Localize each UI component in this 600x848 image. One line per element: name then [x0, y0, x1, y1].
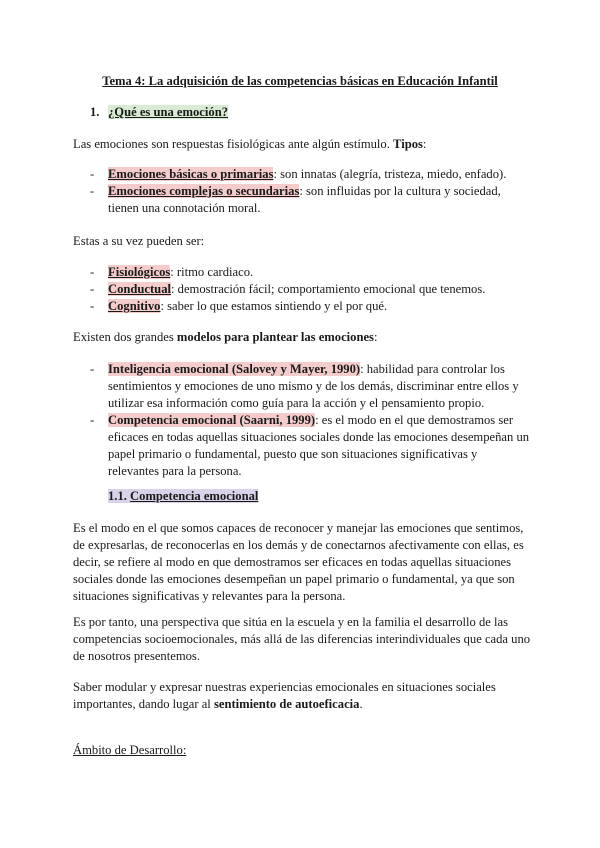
subtypes-intro: Estas a su vez pueden ser: — [73, 234, 205, 248]
list-item-term: Inteligencia emocional (Salovey y Mayer, 1990) — [108, 362, 361, 376]
paragraph-3-bold: sentimiento de autoeficacia — [213, 697, 360, 711]
list-item-text: : son innatas (alegría, tristeza, miedo, enfado). — [273, 167, 507, 181]
list-item-text: : ritmo cardiaco. — [170, 265, 254, 279]
models-intro — [73, 329, 533, 346]
ambito-heading: Ámbito de Desarrollo: — [73, 743, 187, 757]
section-heading-1-1 — [108, 488, 258, 505]
paragraph-2: Es por tanto, una perspectiva que sitúa en la escuela y en la familia el desarrollo de las competencias socioemocionales, más allá de las diferencias interindividuales que cada uno de nosotros presentemos. — [73, 615, 531, 663]
list-item-term: Competencia emocional (Saarni, 1999) — [108, 413, 316, 427]
list-item — [90, 412, 530, 480]
list-item — [90, 183, 530, 217]
list-item — [90, 281, 530, 298]
list-item-text: : es el modo en el que demostramos ser eficaces en todas aquellas situaciones sociales donde las emociones desempeñan un papel primario o fundamental, puesto que son situaciones significativas y relevantes para la persona. — [108, 413, 530, 478]
models-intro-bold: modelos para plantear las emociones — [176, 330, 374, 344]
bullet-dash: - — [90, 184, 95, 198]
intro-after: : — [422, 137, 427, 151]
intro-paragraph — [73, 136, 533, 153]
list-item — [90, 264, 530, 281]
list-item — [90, 166, 530, 183]
models-intro-text: Existen dos grandes — [73, 330, 177, 344]
bullet-dash: - — [90, 362, 95, 376]
bullet-dash: - — [90, 282, 95, 296]
list-item-term: Emociones básicas o primarias — [108, 167, 274, 181]
section-title: Competencia emocional — [130, 489, 259, 503]
list-item-text: : son influidas por la cultura y sociedad, tienen una connotación moral. — [108, 184, 501, 215]
list-item-text: : demostración fácil; comportamiento emocional que tenemos. — [171, 282, 486, 296]
paragraph-3 — [73, 679, 533, 713]
bullet-dash: - — [90, 299, 95, 313]
list-item-term: Emociones complejas o secundarias — [108, 184, 300, 198]
document-title: Tema 4: La adquisición de las competencias básicas en Educación Infantil — [102, 74, 498, 88]
list-item-text: : habilidad para controlar los sentimientos y emociones de uno mismo y de los demás, discriminar entre ellos y utilizar esa información como guía para la acción y el pensamiento propio. — [108, 362, 519, 410]
bullet-dash: - — [90, 413, 95, 427]
models-intro-after: : — [373, 330, 378, 344]
section-heading-1 — [90, 104, 228, 121]
list-item-term: Fisiológicos — [108, 265, 171, 279]
list-item-term: Cognitivo — [108, 299, 161, 313]
list-item — [90, 298, 530, 315]
section-number: 1.1. — [108, 489, 127, 503]
paragraph-1: Es el modo en el que somos capaces de reconocer y manejar las emociones que sentimos, de expresarlas, de reconocerlas en los demás y de conectarnos afectivamente con ellas, es decir, se refiere al modo en que demostramos ser eficaces en todas aquellas situaciones sociales donde las emociones desempeñan un papel primario o fundamental, ya que son situaciones significativas y relevantes para la persona. — [73, 521, 524, 603]
section-number: 1. — [90, 105, 100, 119]
list-item — [90, 361, 530, 412]
section-title: ¿Qué es una emoción? — [108, 105, 228, 119]
bullet-dash: - — [90, 265, 95, 279]
list-item-text: : saber lo que estamos sintiendo y el por qué. — [160, 299, 388, 313]
paragraph-3-after: . — [359, 697, 363, 711]
list-item-term: Conductual — [108, 282, 171, 296]
bullet-dash: - — [90, 167, 95, 181]
paragraph-3-text: Saber modular y expresar nuestras experiencias emocionales en situaciones sociales importantes, dando lugar al — [73, 680, 496, 711]
intro-text: Las emociones son respuestas fisiológicas ante algún estímulo. — [73, 137, 394, 151]
intro-bold: Tipos — [393, 137, 423, 151]
